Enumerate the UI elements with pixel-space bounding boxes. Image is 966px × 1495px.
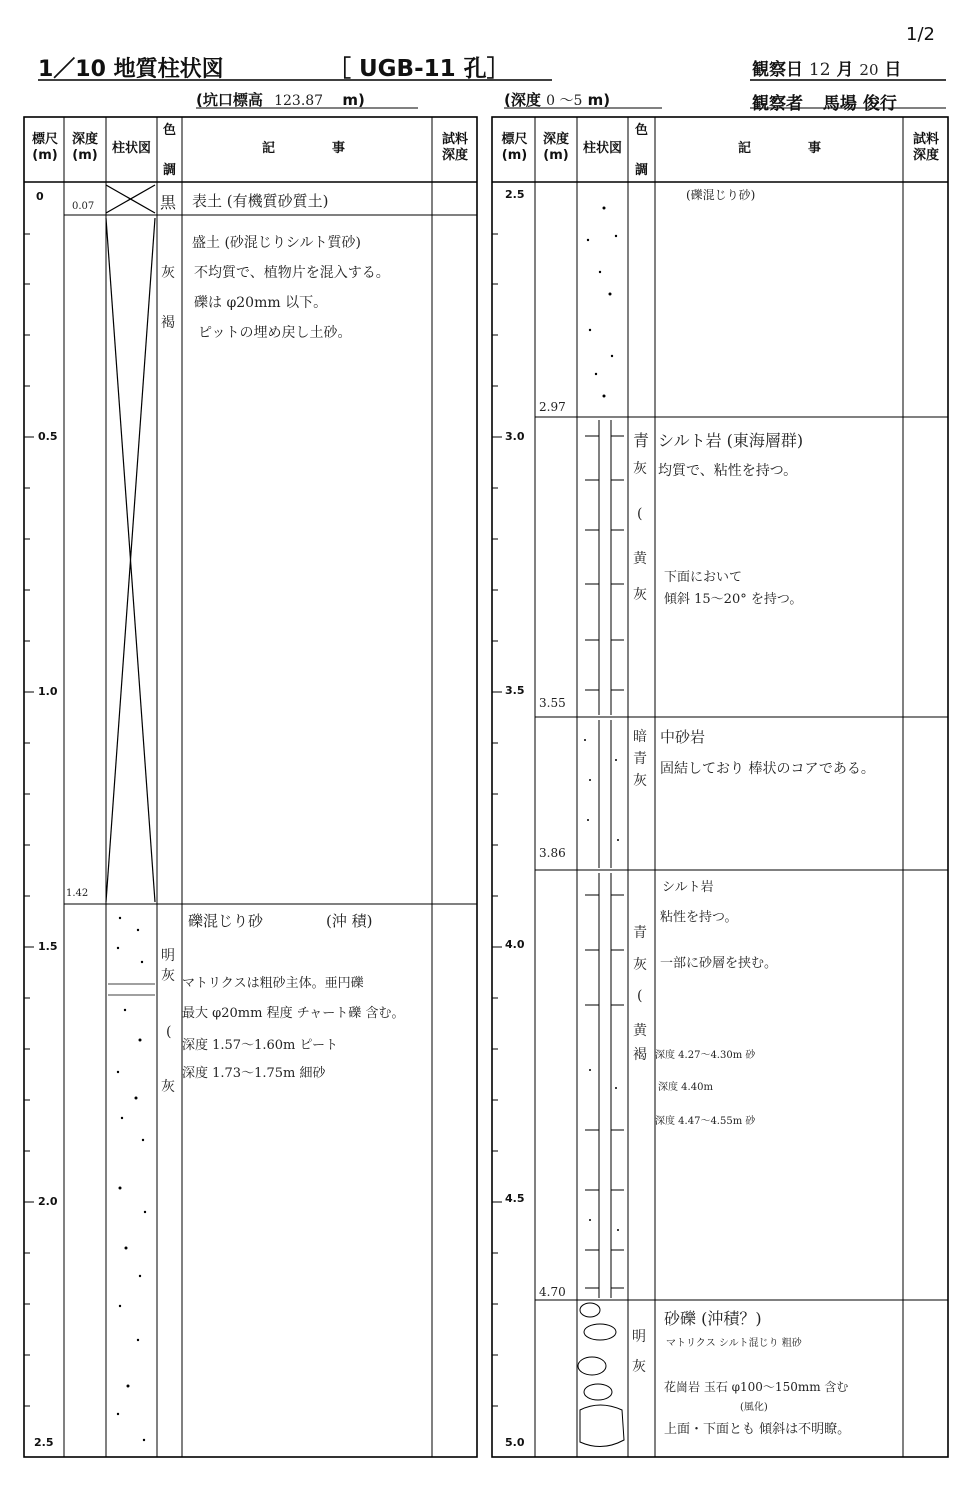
color-label: 黒 [160,193,177,212]
depth-header: 深度 (m) [71,132,98,163]
scale-tick-label: 2.5 [34,1436,54,1449]
remark-line: 下面において [664,570,743,585]
remarks-header-2: 事 [332,141,346,156]
remark-fill-title: 盛土 (砂混じりシルト質砂) [192,235,362,251]
remark-line: ピットの埋め戻し土砂。 [198,325,352,341]
remark-line: 深度 1.57～1.60m ピート [182,1038,338,1053]
scale-tick-label: 1.5 [38,940,58,953]
scale-tick-label: 2.5 [505,188,525,201]
color-label: 黄 [633,1023,647,1039]
scale-tick-label: 1.0 [38,685,58,698]
color-label: 灰 [161,968,175,984]
remark-line: 傾斜 15～20° を持つ。 [664,592,803,607]
color-label: ( [637,506,643,522]
observer: 観察者 馬場 俊行 [752,94,897,114]
column-header: 柱状図 [111,141,151,156]
scale-header: 標尺 (m) [31,132,58,163]
sample-header: 試料 深度 [441,132,468,163]
depth-range: (深度 0 ～5 m) [504,91,611,109]
scale-tick-label: 3.5 [505,684,525,697]
remark-line: 粘性を持つ。 [660,910,738,925]
remark-siltstone2-title: シルト岩 [662,880,714,895]
boundary-depth: 0.07 [72,201,95,212]
remark-siltstone-title: シルト岩 (東海層群) [658,431,804,450]
color-label: 明 [632,1329,646,1345]
remarks-header-1: 記 [262,141,276,156]
remark-gravel-title: 砂礫 (沖積？) [664,1309,762,1328]
remark-gravelly-sand-title: 礫混じり砂 [188,912,264,930]
remark-sandstone-title: 中砂岩 [660,728,706,746]
color-label: 青 [633,751,647,767]
color-label: 青 [633,431,650,450]
color-label: 褐 [161,315,175,331]
scale-tick-label: 0.5 [38,430,58,443]
remark-continued: (礫混じり砂) [686,188,756,202]
color-label: 灰 [161,265,175,281]
color-label: 明 [161,948,175,964]
sample-header: 試料 深度 [912,132,939,163]
color-label: 黄 [633,551,647,567]
remark-age: (沖 積) [326,912,373,930]
observation-date: 観察日 12 月 20 日 [752,60,902,80]
scale-tick-label: 5.0 [505,1436,525,1449]
scale-header: 標尺 (m) [501,132,528,163]
boundary-depth: 3.55 [539,696,566,710]
remark-line: 深度 4.40m [658,1082,713,1093]
page-number: 1/2 [906,24,935,45]
scale-tick-label: 3.0 [505,430,525,443]
scale-tick-label: 4.5 [505,1192,525,1205]
color-label: 青 [633,925,647,941]
boundary-depth: 3.86 [539,846,566,860]
remark-line: マトリクス シルト混じり 粗砂 [666,1338,802,1349]
remark-line: 固結しており 棒状のコアである。 [660,761,875,777]
remark-line: 花崗岩 玉石 φ100～150mm 含む [664,1380,849,1394]
color-label: 褐 [633,1047,647,1063]
remark-line: 上面・下面とも 傾斜は不明瞭。 [664,1422,851,1437]
remark-line: 均質で、粘性を持つ。 [658,463,798,479]
color-label: 灰 [161,1079,175,1095]
boundary-depth: 4.70 [539,1285,566,1299]
remarks-header-1: 記 [738,141,752,156]
color-label: ( [637,988,643,1004]
remark-line: (風化) [740,1402,768,1413]
color-header: 色 調 [634,123,648,178]
collar-elevation: (坑口標高 123.87 m) [196,91,365,109]
scale-tick-label: 0 [36,190,44,203]
scale-tick-label: 2.0 [38,1195,58,1208]
boundary-depth: 1.42 [66,888,89,899]
remark-line: 礫は φ20mm 以下。 [194,295,328,311]
page-title: 1／10 地質柱状図 [38,57,224,82]
remark-line: 不均質で、植物片を混入する。 [194,265,390,281]
color-label: 灰 [633,957,647,973]
remark-topsoil: 表土 (有機質砂質土) [192,192,329,210]
color-label: 灰 [633,461,647,477]
remark-line: 一部に砂層を挟む。 [660,956,778,971]
color-label: 灰 [632,1359,646,1375]
color-label: ( [166,1024,172,1040]
remark-line: 深度 1.73～1.75m 細砂 [182,1066,326,1081]
remarks-header-2: 事 [808,141,822,156]
color-label: 灰 [633,587,647,603]
color-header: 色 調 [162,123,176,178]
borehole-id: ［ UGB-11 孔］ [328,56,510,82]
scale-tick-label: 4.0 [505,938,525,951]
remark-line: 深度 4.47～4.55m 砂 [655,1116,756,1127]
color-label: 灰 [633,773,647,789]
depth-header: 深度 (m) [542,132,569,163]
remark-line: 最大 φ20mm 程度 チャート礫 含む。 [182,1006,405,1021]
column-header: 柱状図 [582,141,622,156]
remark-line: 深度 4.27～4.30m 砂 [655,1050,756,1061]
color-label: 暗 [633,729,647,745]
boundary-depth: 2.97 [539,400,566,414]
remark-line: マトリクスは粗砂主体。亜円礫 [182,976,364,991]
